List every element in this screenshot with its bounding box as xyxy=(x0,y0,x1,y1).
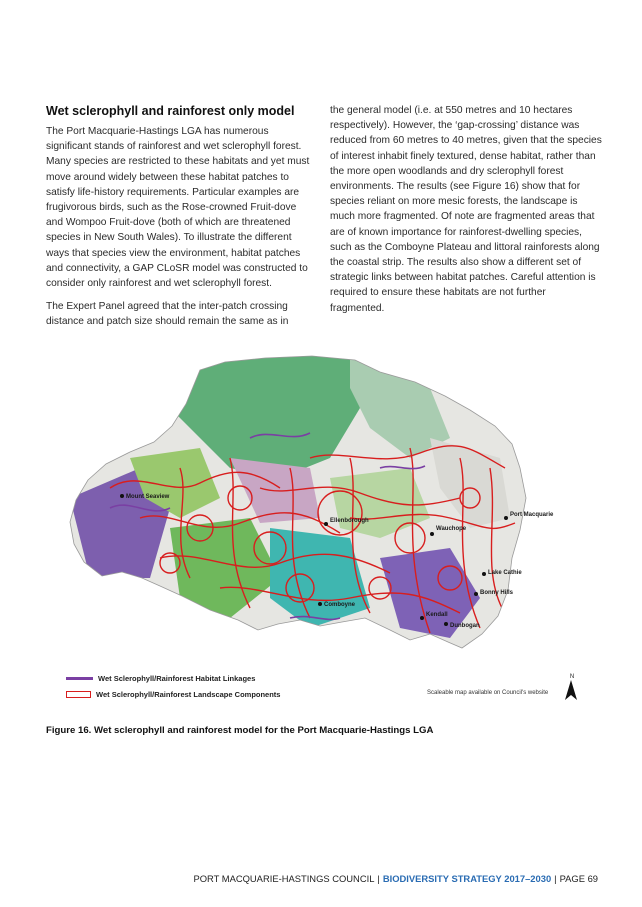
right-column xyxy=(330,103,602,324)
left-column xyxy=(46,103,314,338)
svg-text:Ellenborough: Ellenborough xyxy=(330,518,369,524)
footer-separator: | xyxy=(377,873,380,884)
north-label: N xyxy=(569,674,575,680)
legend-components xyxy=(66,687,280,701)
lga-map xyxy=(50,348,598,668)
place-bonny-hills xyxy=(474,590,514,596)
map-legend xyxy=(66,671,280,703)
place-dunbogan xyxy=(444,622,480,629)
footer-council: PORT MACQUARIE-HASTINGS COUNCIL xyxy=(193,873,375,884)
body-paragraph: The Expert Panel agreed that the inter-patch crossing distance and patch size should remain the same as in xyxy=(46,301,289,328)
north-arrow xyxy=(565,674,579,700)
svg-text:Mount Seaview: Mount Seaview xyxy=(126,494,170,500)
place-mount-seaview xyxy=(120,494,170,500)
svg-text:Comboyne: Comboyne xyxy=(324,602,356,608)
footer-strategy: BIODIVERSITY STRATEGY 2017–2030 xyxy=(382,873,552,884)
map-note: Scaleable map available on Council's website xyxy=(427,690,549,696)
place-comboyne xyxy=(318,602,356,608)
footer-page: PAGE 69 xyxy=(559,873,598,884)
legend-linkages-label: Wet Sclerophyll/Rainforest Habitat Linkages xyxy=(98,673,256,683)
legend-components-label: Wet Sclerophyll/Rainforest Landscape Components xyxy=(96,689,281,699)
svg-text:Wauchope: Wauchope xyxy=(436,526,467,532)
section-title: Wet sclerophyll and rainforest only model xyxy=(46,104,295,118)
component-swatch xyxy=(66,691,91,698)
place-lake-cathie xyxy=(482,570,522,576)
svg-text:Port Macquarie: Port Macquarie xyxy=(510,512,554,518)
body-paragraph: The Port Macquarie-Hastings LGA has numerous significant stands of rainforest and wet sclerophyll forest. Many species are restricted to these habitats and yet must move around widely between these habitat patches to satisfy life-history requirements. Particular examples are frugivorous birds, such as the Rose-crowned Fruit-dove and Wompoo Fruit-dove (both of which are threatened species in New South Wales). To illustrate the different ways that species view the environment, habitat patches and connectivity, a GAP CLoSR model was constructed to consider only rainforest and wet sclerophyll forest. xyxy=(46,126,310,290)
svg-text:Bonny Hills: Bonny Hills xyxy=(480,590,514,596)
legend-linkages xyxy=(66,671,280,685)
north-arrow-icon xyxy=(565,680,577,700)
body-paragraph: the general model (i.e. at 550 metres and 10 hectares respectively). However, the ‘gap-crossing’ distance was reduced from 60 metres to 40 metres, given that the species of interest inhabit finely textured, dense habitat, rather than the more open woodlands and dry sclerophyll forest environments. The results (see Figure 16) show that for species reliant on more mesic forests, the landscape is much more fragmented. Of note are fragmented areas that are of known importance for rainforest-dwelling species, such as the Comboyne Plateau and littoral rainforests along the coastal strip. The results also show a different set of strategic links between habitat patches. Careful attention is required to ensure these habitats are not further fragmented. xyxy=(330,105,602,314)
figure-map xyxy=(50,348,598,716)
linkage-swatch xyxy=(66,677,93,680)
page-footer xyxy=(180,873,598,884)
footer-separator: | xyxy=(554,873,557,884)
figure-caption: Figure 16. Wet sclerophyll and rainforest model for the Port Macquarie-Hastings LGA xyxy=(46,725,434,736)
svg-text:Dunbogan: Dunbogan xyxy=(450,623,480,629)
svg-text:Lake Cathie: Lake Cathie xyxy=(488,570,522,576)
svg-text:Kendall: Kendall xyxy=(426,612,448,618)
